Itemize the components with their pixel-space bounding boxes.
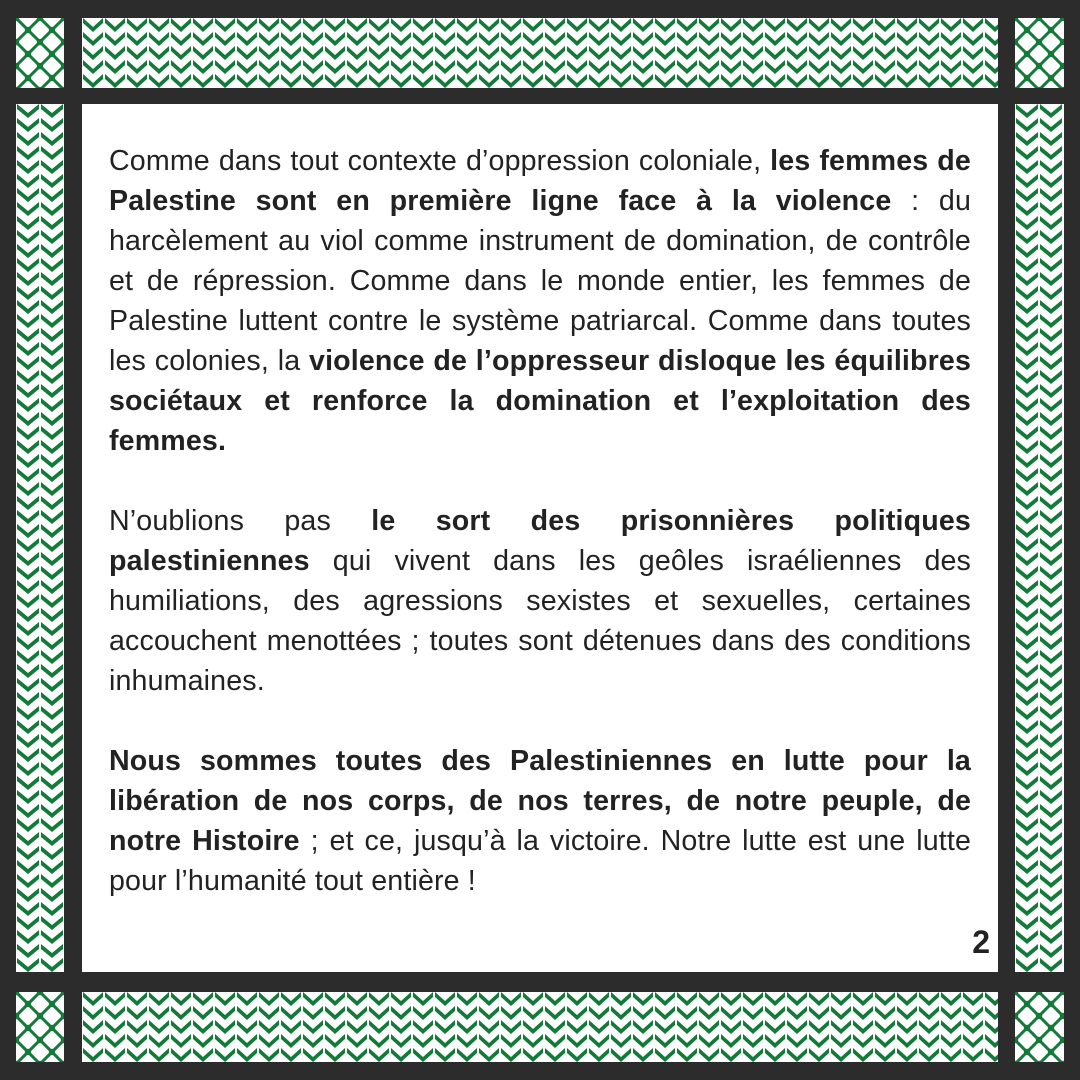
corner-top-right: [1015, 18, 1064, 88]
chevron-pattern-icon: [82, 992, 998, 1062]
bold-segment: Nous sommes toutes des Palestiniennes en lutte pour la libération de nos corps, de nos terres, de notre peuple, de notre Histoire: [109, 745, 971, 857]
fishnet-pattern-icon: [16, 18, 64, 88]
fishnet-pattern-icon: [1015, 992, 1064, 1062]
bold-segment: violence de l’oppresseur disloque les équilibres sociétaux et renforce la domination et l’exploitation des femmes.: [109, 345, 971, 457]
text-segment: N’oublions pas: [109, 505, 372, 537]
fishnet-pattern-icon: [16, 992, 64, 1062]
right-chevron-band: [1015, 104, 1064, 972]
bold-segment: les femmes de Palestine sont en première ligne face à la violence: [109, 145, 971, 217]
text-segment: Comme dans tout contexte d’oppression coloniale,: [109, 145, 771, 177]
corner-top-left: [16, 18, 64, 88]
paragraph-solidarity: [109, 741, 971, 901]
corner-bottom-left: [16, 992, 64, 1062]
chevron-pattern-icon: [82, 18, 998, 88]
text-segment: ; et ce, jusqu’à la victoire. Notre lutte est une lutte pour l’humanité tout entière !: [109, 825, 971, 897]
fishnet-pattern-icon: [1015, 18, 1064, 88]
corner-bottom-right: [1015, 992, 1064, 1062]
chevron-pattern-icon: [1015, 104, 1064, 972]
bottom-chevron-band: [82, 992, 998, 1062]
top-chevron-band: [82, 18, 998, 88]
bold-segment: le sort des prisonnières politiques palestiniennes: [109, 505, 971, 577]
text-panel: [82, 104, 998, 972]
text-segment: : du harcèlement au viol comme instrument de domination, de contrôle et de répression. Comme dans le monde entier, les femmes de Palestine luttent contre le système patriarcal. Comme dans toutes les colonies, la: [109, 185, 972, 377]
text-segment: qui vivent dans les geôles israéliennes des humiliations, des agressions sexistes et sexuelles, certaines accouchent menottées ; toutes sont détenues dans des conditions inhumaines.: [109, 545, 971, 697]
paragraph-colonial-violence: [109, 141, 971, 461]
chevron-pattern-icon: [16, 104, 64, 972]
left-chevron-band: [16, 104, 64, 972]
page-number: 2: [972, 924, 990, 960]
paragraph-political-prisoners: [109, 501, 971, 701]
